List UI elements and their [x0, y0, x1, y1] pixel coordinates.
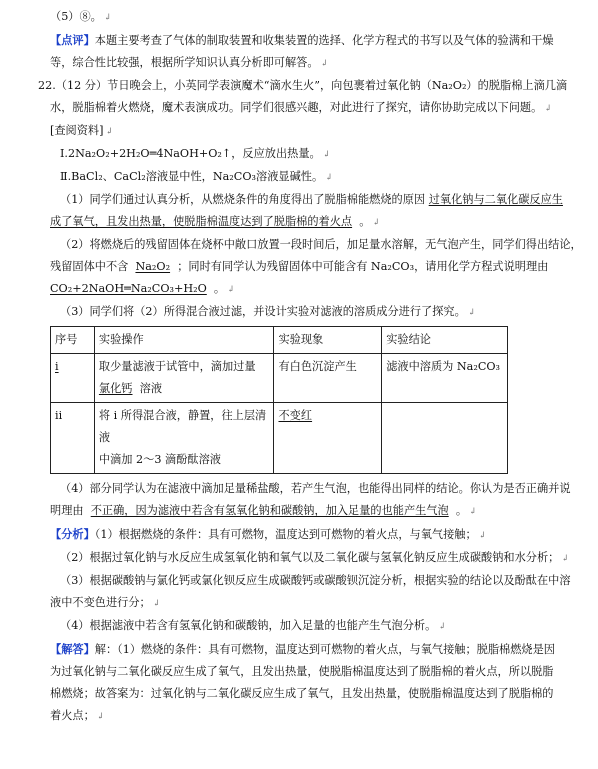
paragraph-mark: ↲ — [544, 104, 552, 114]
text-segment: （5）⑧。 — [50, 10, 102, 23]
sub-question-4 — [50, 478, 571, 500]
review-tag: 【点评】 — [50, 33, 95, 47]
reference-heading — [50, 120, 568, 143]
paragraph-mark: ↲ — [105, 127, 114, 137]
paragraph-mark: ↲ — [372, 218, 380, 228]
text-segment: 为过氧化钠与二氧化碳反应生成了氧气，且发出热量，使脱脂棉温度达到了脱脂棉的着火点，所以脱脂 — [50, 665, 554, 678]
solution-cont-1 — [50, 661, 568, 683]
paragraph-mark: ↲ — [320, 59, 329, 69]
review-paragraph-cont — [50, 52, 568, 75]
analysis-item-4 — [50, 615, 568, 638]
text-segment: （1）同学们通过认真分析，从燃烧条件的角度得出了脱脂棉能燃烧的原因 — [60, 193, 426, 206]
reference-item-1 — [50, 143, 568, 166]
table-cell-conclusion: 滤液中溶质为 Na₂CO₃ — [382, 354, 508, 403]
paragraph-mark: ↲ — [103, 13, 112, 23]
analysis-tag: 【分析】 — [50, 527, 95, 541]
table-cell-phenomenon: 有白色沉淀产生 — [274, 354, 382, 403]
sub-question-2 — [50, 234, 582, 256]
paragraph-mark: ↲ — [152, 599, 161, 609]
text-segment: 。 — [213, 282, 226, 295]
text-segment: 明理由 — [50, 504, 84, 517]
table-header-cell: 实验结论 — [382, 327, 508, 354]
text-segment: 溶液 — [139, 382, 163, 395]
paragraph-mark: ↲ — [438, 622, 446, 632]
text-segment: （4）根据滤液中若含有氢氧化钠和碳酸钠，加入足量的也能产生气泡分析。 — [60, 619, 437, 632]
solution-tag: 【解答】 — [50, 642, 95, 656]
text-segment: 液中不变色进行分； — [50, 596, 151, 609]
row-number: i — [55, 360, 59, 373]
text-segment: （3）同学们将（2）所得混合液过滤，并设计实验对滤液的溶质成分进行了探究。 — [60, 305, 466, 318]
reference-item-2 — [50, 166, 568, 189]
question-22-stem — [38, 75, 568, 97]
table-cell-phenomenon — [274, 403, 382, 474]
sub-question-2-equation — [50, 278, 568, 301]
experiment-table — [50, 326, 508, 474]
analysis-item-2 — [50, 547, 568, 570]
table-header-cell: 实验操作 — [94, 327, 274, 354]
table-header-cell: 序号 — [51, 327, 95, 354]
paragraph-mark: ↲ — [227, 285, 235, 295]
review-paragraph — [50, 29, 568, 52]
answer-blank-3a: 氯化钙 — [98, 382, 133, 395]
analysis-item-3 — [50, 570, 571, 592]
text-segment: 着火点； — [50, 709, 95, 722]
question-22-stem-cont — [50, 97, 568, 120]
text-segment: 水，脱脂棉着火燃烧，魔术表演成功。同学们很感兴趣，对此进行了探究，请你协助完成以下问题。 — [50, 101, 543, 114]
table-header-row — [51, 327, 508, 354]
table-row — [51, 403, 508, 474]
answer-blank-1b: 成了氧气，且发出热量，使脱脂棉温度达到了脱脂棉的着火点 — [50, 215, 353, 228]
text-segment: 。 — [359, 215, 371, 228]
answer-blank-1a: 过氧化钠与二氧化碳反应生 — [428, 193, 563, 206]
text-segment: （2）根据过氧化钠与水反应生成氢氧化钠和氧气以及二氧化碳与氢氧化钠反应生成碳酸钠和水分析； — [60, 551, 560, 564]
operation-text-2 — [99, 378, 270, 400]
text-segment: （4）部分同学认为在滤液中滴加足量稀盐酸，若产生气泡，也能得出同样的结论。你认为是否正确并说 — [60, 482, 571, 495]
paragraph-mark: ↲ — [561, 554, 569, 564]
sub-question-4-cont — [50, 500, 568, 523]
operation-text-2: 中滴加 2～3 滴酚酞溶液 — [98, 453, 221, 466]
sub-question-2-cont — [50, 256, 568, 278]
paragraph-mark: ↲ — [325, 173, 333, 183]
table-cell-conclusion — [382, 403, 508, 474]
paragraph-mark: ↲ — [478, 531, 487, 541]
text-segment: ；同时有同学认为残留固体中可能含有 Na₂CO₃，请用化学方程式说明理由 — [177, 260, 549, 273]
review-text: 本题主要考查了气体的制取装置和收集装置的选择、化学方程式的书写以及气体的验满和干燥 — [94, 34, 554, 47]
text-segment: 等，综合性比较强，根据所学知识认真分析即可解答。 — [50, 56, 319, 69]
paragraph-mark: ↲ — [467, 308, 476, 318]
answer-blank-4: 不正确，因为滤液中若含有氢氧化钠和碳酸钠，加入足量的也能产生气泡 — [90, 504, 449, 517]
analysis-text: （1）根据燃烧的条件：具有可燃物，温度达到可燃物的着火点，与氧气接触； — [94, 528, 477, 541]
operation-text: 将 i 所得混合液，静置，往上层清液 — [98, 409, 267, 444]
table-cell-no — [51, 354, 95, 403]
solution-cont-2 — [50, 683, 568, 705]
analysis-item-3-cont — [50, 592, 568, 615]
text-segment: 棉燃烧；故答案为：过氧化钠与二氧化碳反应生成了氧气，且发出热量，使脱脂棉温度达到了脱脂棉的 — [50, 687, 554, 700]
answer-line-5 — [50, 6, 568, 29]
text-segment: 。 — [455, 504, 468, 517]
text-segment: Ⅱ.BaCl₂、CaCl₂溶液显中性，Na₂CO₃溶液显碱性。 — [60, 170, 324, 183]
text-segment: Ⅰ.2Na₂O₂+2H₂O═4NaOH+O₂↑，反应放出热量。 — [60, 147, 321, 160]
operation-text: 取少量滤液于试管中，滴加过量 — [98, 360, 256, 373]
table-cell-operation — [94, 403, 274, 474]
table-row — [51, 354, 508, 403]
table-cell-no: ii — [51, 403, 95, 474]
paragraph-mark: ↲ — [96, 712, 105, 722]
paragraph-mark: ↲ — [322, 150, 331, 160]
text-segment: （2）将燃烧后的残留固体在烧杯中敞口放置一段时间后，加足量水溶解，无气泡产生，同学们得出结论， — [60, 238, 582, 251]
answer-blank-2b: CO₂+2NaOH═Na₂CO₃+H₂O — [50, 282, 207, 295]
table-cell-operation — [94, 354, 274, 403]
solution-paragraph — [50, 638, 568, 661]
solution-text: 解：（1）燃烧的条件：具有可燃物，温度达到可燃物的着火点，与氧气接触；脱脂棉燃烧是因 — [94, 643, 555, 656]
sub-question-3 — [50, 301, 568, 324]
text-segment: （3）根据碳酸钠与氯化钙或氯化钡反应生成碳酸钙或碳酸钡沉淀分析，根据实验的结论以及酚酞在中溶 — [60, 574, 571, 587]
table-header-cell: 实验现象 — [274, 327, 382, 354]
text-segment: 22.（12 分）节日晚会上，小英同学表演魔术“滴水生火”，向包裹着过氧化钠（Na₂O₂）的脱脂棉上滴几滴 — [38, 79, 568, 92]
solution-cont-3 — [50, 705, 568, 728]
answer-blank-3b: 不变红 — [278, 409, 313, 422]
sub-question-1 — [50, 189, 568, 211]
answer-blank-2a: Na₂O₂ — [135, 260, 171, 273]
analysis-paragraph — [50, 523, 568, 547]
paragraph-mark: ↲ — [469, 507, 477, 517]
text-segment: [查阅资料] — [50, 124, 104, 137]
sub-question-1-cont — [50, 211, 568, 234]
text-segment: 残留固体中不含 — [50, 260, 129, 273]
